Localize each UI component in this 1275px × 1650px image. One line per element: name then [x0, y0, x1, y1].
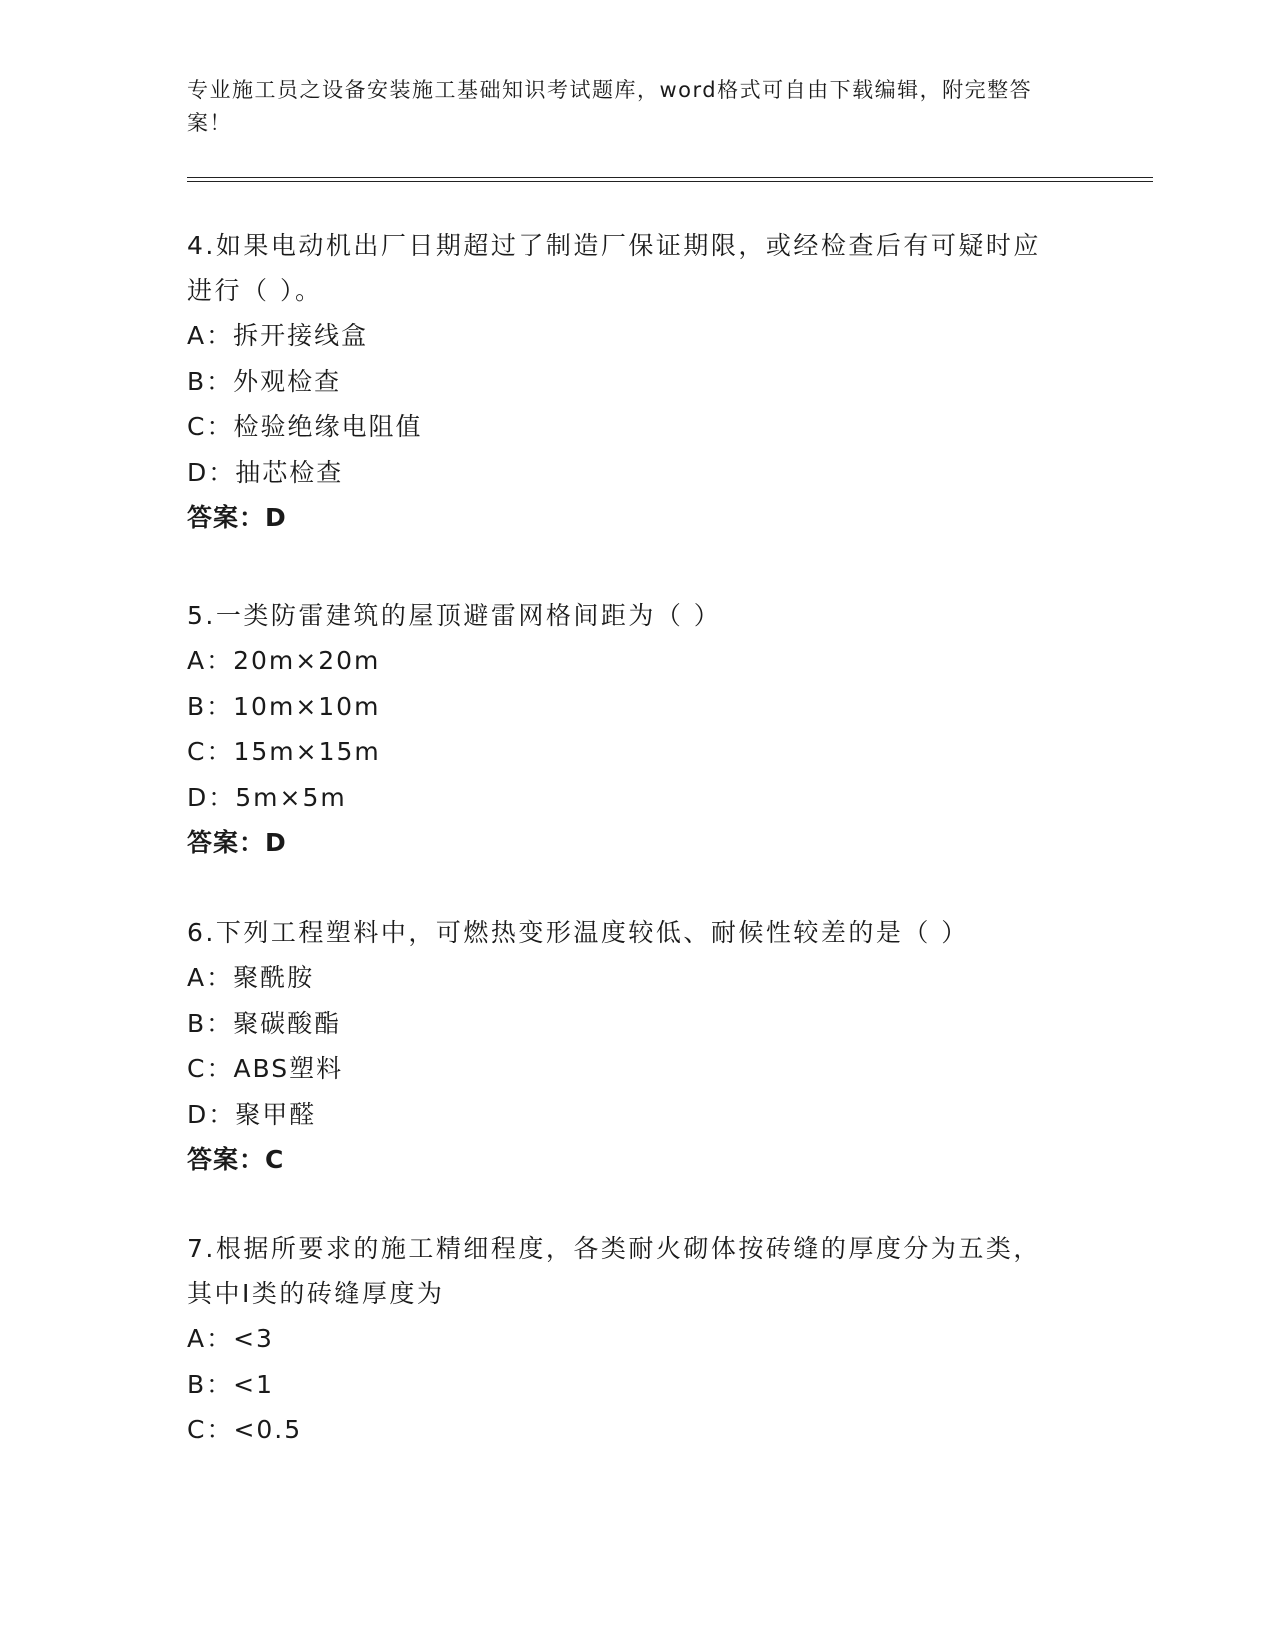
option-c: C：15m×15m — [187, 737, 381, 766]
option-a: A：聚酰胺 — [187, 963, 315, 992]
option-b: B：外观检查 — [187, 366, 342, 396]
header-divider — [187, 177, 1153, 182]
answer-text: 答案：D — [187, 503, 287, 532]
question-4 — [187, 223, 1087, 540]
option-a: A：拆开接线盒 — [187, 321, 369, 350]
question-stem: 4.如果电动机出厂日期超过了制造厂保证期限，或经检查后有可疑时应进行（ ）。 — [187, 231, 1041, 305]
option-a: A：20m×20m — [187, 646, 381, 675]
question-5 — [187, 593, 1087, 865]
option-d: D：抽芯检查 — [187, 457, 344, 487]
header-title: 专业施工员之设备安装施工基础知识考试题库，word格式可自由下载编辑，附完整答案！ — [187, 78, 1033, 135]
option-a: A：<3 — [187, 1324, 274, 1353]
question-6 — [187, 910, 1087, 1182]
option-d: D：聚甲醛 — [187, 1099, 317, 1129]
option-b: B：10m×10m — [187, 691, 381, 721]
option-c: C：ABS塑料 — [187, 1054, 344, 1083]
option-b: B：<1 — [187, 1369, 275, 1399]
question-stem: 5.一类防雷建筑的屋顶避雷网格间距为（ ） — [187, 601, 722, 630]
answer-text: 答案：D — [187, 828, 287, 857]
option-c: C：检验绝缘电阻值 — [187, 412, 423, 441]
question-stem: 7.根据所要求的施工精细程度，各类耐火砌体按砖缝的厚度分为五类，其中I类的砖缝厚度为 — [187, 1234, 1041, 1308]
answer-text: 答案：C — [187, 1145, 285, 1174]
option-b: B：聚碳酸酯 — [187, 1008, 342, 1038]
option-c: C：<0.5 — [187, 1415, 303, 1444]
option-d: D：5m×5m — [187, 782, 347, 812]
question-7 — [187, 1226, 1087, 1453]
question-stem: 6.下列工程塑料中，可燃热变形温度较低、耐候性较差的是（ ） — [187, 918, 969, 947]
